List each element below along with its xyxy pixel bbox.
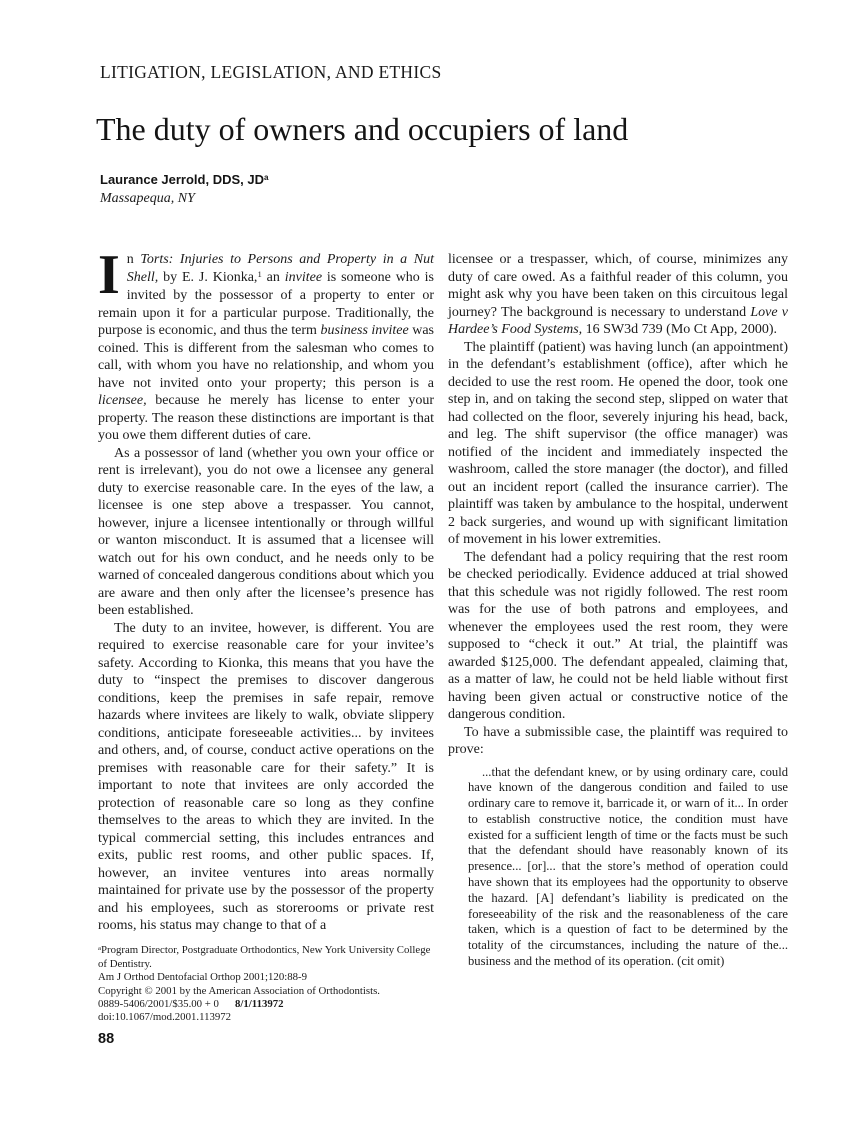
section-header: LITIGATION, LEGISLATION, AND ETHICS [100,62,442,82]
author-affiliation-marker: a [264,173,269,183]
journal-citation: Am J Orthod Dentofacial Orthop 2001;120:88-9 [98,971,308,984]
block-quote: ...that the defendant knew, or by using ordinary care, could have known of the dangerous condition and failed to use ordinary care to remove it, barricade it, or warn of it... In order to establish constructive notice, the condition must have existed for a sufficient length of time or the facts must be such that the defendant should have reasonably known of its presence... [or]... that the store’s method of operation could have shown that its employees had the opportunity to observe the hazard. [A] defendant’s liability is predicated on the foreseeability of the risk and the reasonableness of the care taken, which is a question of fact to be determined by the totality of the circumstances, including the nature of the... business and the method of its operation. (cit omit) [468,764,788,969]
author-location: Massapequa, NY [100,191,195,206]
footnotes-block [98,944,440,1024]
right-column [448,251,788,970]
paragraph-1-text: n Torts: Injuries to Persons and Property in a Nut Shell, by E. J. Kionka,$^1$ an invitee is someone who is invited by the possessor of a property to enter or remain upon it for a particular purpose. Traditionally, the purpose is economic, and thus the term business invitee was coined. This is different from the salesman who comes to call, with whom you have no relationship, and whom you have not invited onto your property; this person is a licensee, because he merely has license to enter your property. The reason these distinctions are important is that you owe them different duties of care. [98,252,435,443]
author-name [100,172,268,187]
drop-cap: I [98,244,120,306]
footnote-affiliation-text: Program Director, Postgraduate Orthodontics, New York University College of Dentistry. [98,944,431,971]
article-title: The duty of owners and occupiers of land [96,111,629,147]
copyright-line: Copyright © 2001 by the American Association of Orthodontists. [98,984,380,997]
paragraph-6: The defendant had a policy requiring that the rest room be checked periodically. Evidence adduced at trial showed that this schedule was not rigidly followed. The rest room was for the use of both patrons and employees, and whenever the employees used the rest room, they were supposed to “check it out.” At trial, the plaintiff was awarded $125,000. The defendant appealed, claiming that, as a matter of law, he could not be held liable without first having been given actual or constructive notice of the dangerous condition. [448,549,788,722]
paragraph-5: The plaintiff (patient) was having lunch (an appointment) in the defendant’s establishment (office), after which he decided to use the rest room. He opened the door, took one step in, and on taking the second step, slipped on water that had collected on the floor, severely injuring his head, back, and leg. The shift supervisor (the office manager) was notified of the incident and immediately inspected the washroom, called the store manager (the doctor), and filled out an incident report (called the insurance carrier). The plaintiff was taken by ambulance to the hospital, underwent 2 back surgeries, and wound up with significant limitation of movement in his lower extremities. [448,339,788,547]
paragraph-2: As a possessor of land (whether you own your office or rent is irrelevant), you do not owe a licensee any general duty to exercise reasonable care. In the eyes of the law, a licensee is one step above a trespasser. You cannot, however, injure a licensee intentionally or through willful or wanton misconduct. It is assumed that a licensee will watch out for his own conduct, and he needs only to be warned of concealed dangerous conditions about which you are aware and then only after the licensee’s presence has been established. [98,445,434,618]
issn-line [98,998,440,1011]
paragraph-3: The duty to an invitee, however, is different. You are required to exercise reasonable care for your invitee’s safety. According to Kionka, this means that you have the duty to “inspect the premises to discover dangerous conditions, keep the premises in safe repair, remove hazards where invitees are likely to walk, obviate slippery conditions, anticipate foreseeable activities... by invitees and others, and, of course, conduct active operations on the premises with reasonable care for their safety.” It is important to note that invitees are only accorded the protection of reasonable care so long as they confine themselves to the areas to which they are invited. In the typical commercial setting, this includes entrances and exits, public rest rooms, and other public spaces. If, however, an invitee ventures into areas normally maintained for private use by the possessor of the property and his employees, such as storerooms or private rest rooms, his status may change to that of a [98,620,434,933]
issn-text: 0889-5406/2001/$35.00 + 0 [98,997,219,1010]
article-code: 8/1/113972 [234,997,284,1010]
paragraph-7: To have a submissible case, the plaintiff was required to prove: [448,724,788,757]
page-number: 88 [98,1031,115,1047]
paragraph-4-continuation: licensee or a trespasser, which, of course, minimizes any duty of care owed. As a faithful reader of this column, you might ask why you have been taken on this circuitous legal journey? The background is necessary to understand Love v Hardee’s Food Systems, 16 SW3d 739 (Mo Ct App, 2000). [448,252,788,337]
footnote-affiliation-marker: a [98,945,101,952]
doi-line: doi:10.1067/mod.2001.113972 [98,1011,232,1024]
footnote-affiliation [98,944,440,971]
left-column [98,244,435,935]
paragraph-1 [98,244,435,445]
author-name-text: Laurance Jerrold, DDS, JD [100,172,264,187]
